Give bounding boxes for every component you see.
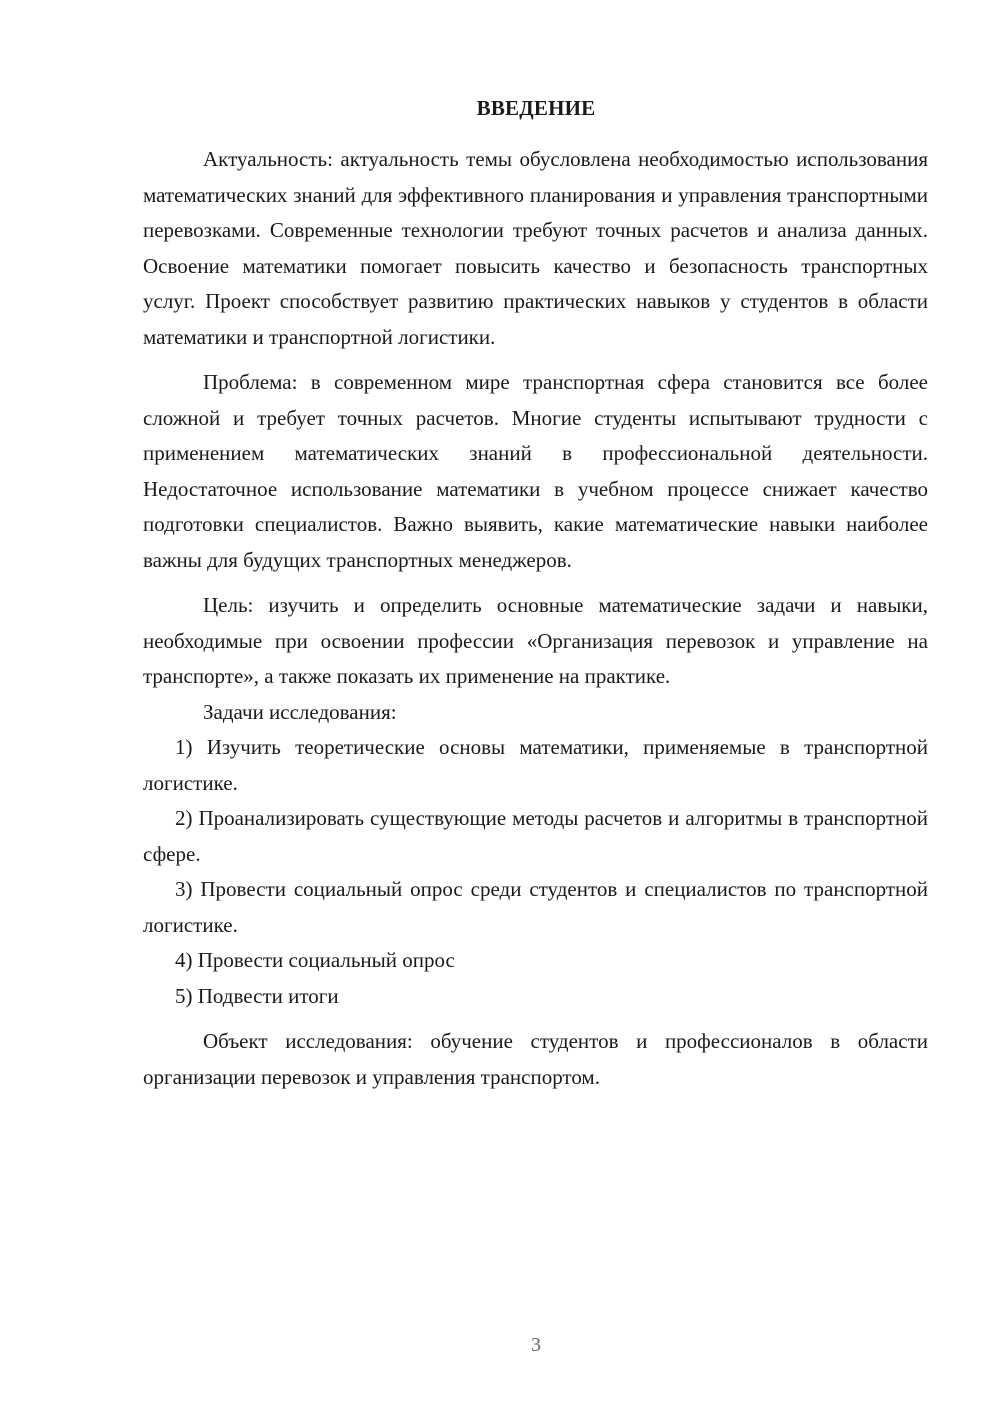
- problem-paragraph: Проблема: в современном мире транспортная сфера становится все более сложной и требует точных расчетов. Многие студенты испытывают трудности с применением математических знаний в профессиональной деятельности. Недостаточное использование математики в учебном процессе снижает качество подготовки специалистов. Важно выявить, какие математические навыки наиболее важны для будущих транспортных менеджеров.: [143, 370, 928, 572]
- document-body: [143, 142, 928, 1095]
- task-item-1: 1) Изучить теоретические основы математики, применяемые в транспортной логистике.: [143, 735, 928, 795]
- object-paragraph: Объект исследования: обучение студентов и профессионалов в области организации перевозок и управления транспортом.: [143, 1029, 928, 1089]
- goal-paragraph: Цель: изучить и определить основные математические задачи и навыки, необходимые при освоении профессии «Организация перевозок и управление на транспорте», а также показать их применение на практике.: [143, 593, 928, 688]
- task-item-5: 5) Подвести итоги: [175, 983, 339, 1008]
- tasks-title: Задачи исследования:: [203, 699, 397, 724]
- relevance-paragraph: Актуальность: актуальность темы обусловлена необходимостью использования математических знаний для эффективного планирования и управления транспортными перевозками. Современные технологии требуют точных расчетов и анализа данных. Освоение математики помогает повысить качество и безопасность транспортных услуг. Проект способствует развитию практических навыков у студентов в области математики и транспортной логистики.: [143, 147, 928, 349]
- task-item-2: 2) Проанализировать существующие методы расчетов и алгоритмы в транспортной сфере.: [143, 806, 928, 866]
- page-number: 3: [531, 1334, 541, 1356]
- page-heading: ВВЕДЕНИЕ: [476, 96, 596, 120]
- task-item-4: 4) Провести социальный опрос: [175, 948, 455, 972]
- task-item-3: 3) Провести социальный опрос среди студентов и специалистов по транспортной логистике.: [143, 877, 928, 937]
